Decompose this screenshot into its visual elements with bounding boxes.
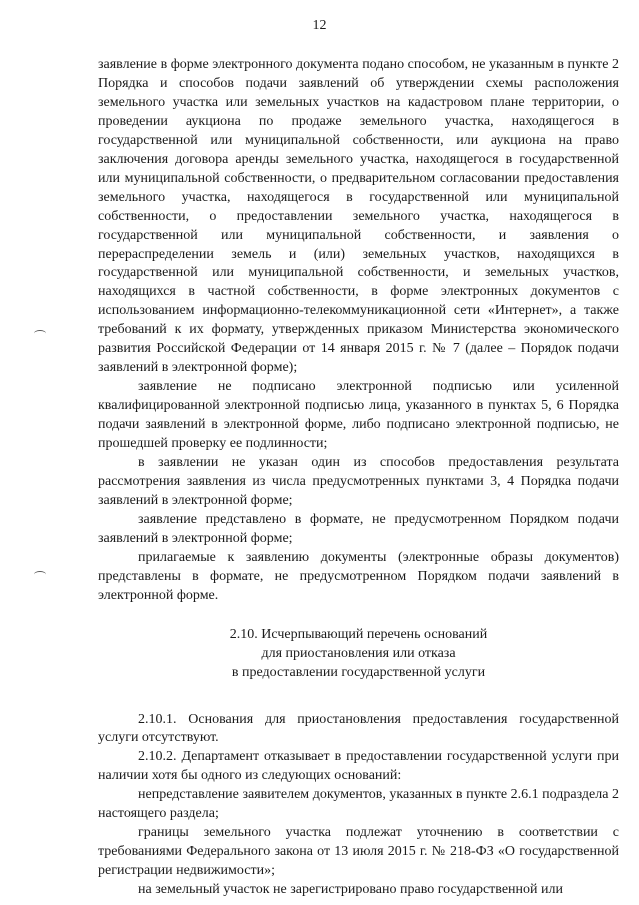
paragraph: 2.10.2. Департамент отказывает в предоставлении государственной услуги при наличии хотя бы одного из следующих оснований: — [98, 749, 619, 784]
section-heading-line: для приостановления или отказа — [261, 645, 456, 661]
paragraph: на земельный участок не зарегистрировано право государственной или — [138, 882, 563, 898]
paragraph: заявление в форме электронного документа подано способом, не указанным в пункте 2 Порядка и способов подачи заявлений об утверждении схемы расположения земельного участка или земельных участков на кадастровом плане территории, о проведении аукциона по продаже земельного участка, находящегося в государственной или муниципальной собственности, или аукциона на право заключения договора аренды земельного участка, находящегося в государственной или муниципальной собственности, о предварительном согласовании предоставления земельного участка, находящегося в государственной или муниципальной собственности, о предоставлении земельного участка, находящегося в государственной или муниципальной собственности, и заявления о перераспределении земель и (или) земельных участков, находящихся в государственной или муниципальной собственности, и земельных участков, находящихся в частной собственности, в форме электронных документов с использованием информационно-телекоммуникационной сети «Интернет», а также требований к их формату, утвержденных приказом Министерства экономического развития Российской Федерации от 14 января 2015 г. № 7 (далее – Порядок подачи заявлений в электронной форме); — [98, 57, 619, 376]
paragraph: в заявлении не указан один из способов предоставления результата рассмотрения заявления из числа предусмотренных пунктами 3, 4 Порядка подачи заявлений в электронной форме; — [98, 455, 619, 508]
document-body — [98, 56, 619, 900]
paragraph: заявление не подписано электронной подписью или усиленной квалифицированной электронной подписью лица, указанного в пунктах 5, 6 Порядка подачи заявлений в электронной форме, либо подписано электронной подписью, не прошедшей проверку ее подлинности; — [98, 379, 619, 452]
section-heading — [98, 626, 619, 683]
margin-hole-mark — [34, 571, 46, 578]
paragraph: прилагаемые к заявлению документы (электронные образы документов) представлены в формате, не предусмотренном Порядком подачи заявлений в электронной форме. — [98, 549, 619, 603]
section-heading-line: 2.10. Исчерпывающий перечень оснований — [229, 626, 488, 642]
paragraph: 2.10.1. Основания для приостановления предоставления государственной услуги отсутствуют. — [98, 711, 619, 746]
section-heading-line: в предоставлении государственной услуги — [231, 664, 486, 680]
paragraph: непредставление заявителем документов, указанных в пункте 2.6.1 подраздела 2 настоящего раздела; — [98, 787, 619, 822]
page-number: 12 — [312, 18, 327, 33]
margin-hole-mark — [34, 330, 46, 337]
paragraph: заявление представлено в формате, не предусмотренном Порядком подачи заявлений в электронной форме; — [98, 511, 619, 546]
paragraph: границы земельного участка подлежат уточнению в соответствии с требованиями Федерального закона от 13 июля 2015 г. № 218-ФЗ «О государственной регистрации недвижимости»; — [98, 825, 619, 879]
